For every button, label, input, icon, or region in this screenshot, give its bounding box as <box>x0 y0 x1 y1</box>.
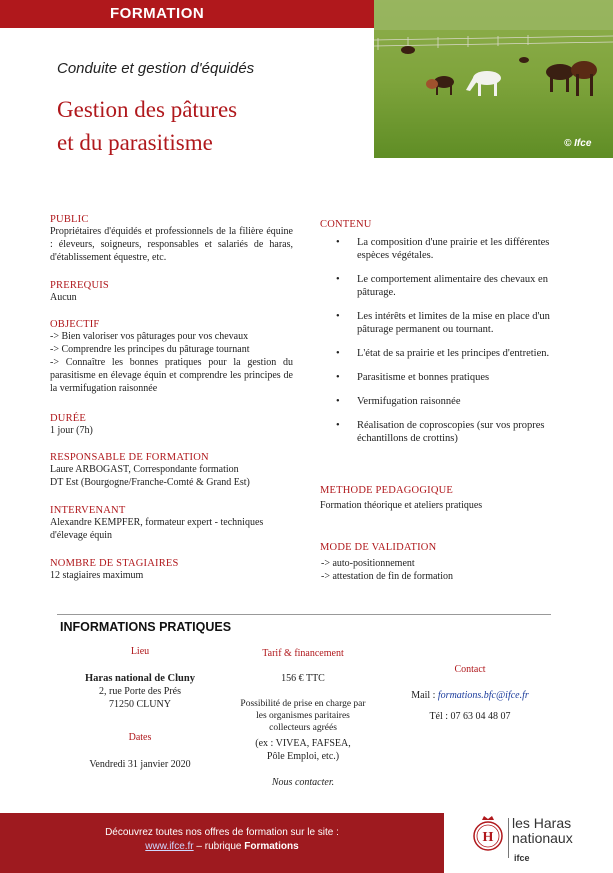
intervenant-heading: INTERVENANT <box>50 505 126 516</box>
banner-label: FORMATION <box>110 5 205 22</box>
tarif-line-5: Pôle Emploi, etc.) <box>266 751 340 762</box>
contenu-item: • L'état de sa prairie et les principes d'entretien. <box>336 348 550 359</box>
tarif-price: 156 € TTC <box>281 673 325 684</box>
duree-text: 1 jour (7h) <box>50 425 93 436</box>
contact-heading: Contact <box>454 664 486 675</box>
validation-line-2: -> attestation de fin de formation <box>321 571 453 582</box>
contenu-item: • La composition d'une prairie et les différentes espèces végétales. <box>336 237 550 261</box>
lieu-block <box>60 645 220 771</box>
section-divider <box>57 614 551 615</box>
ifce-logo-text: ifce <box>514 853 530 863</box>
contenu-item: • Parasitisme et bonnes pratiques <box>336 372 490 383</box>
course-category: Conduite et gestion d'équidés <box>57 60 255 77</box>
prerequis-heading: PREREQUIS <box>50 280 109 291</box>
title-line-1: Gestion des pâtures <box>57 97 238 122</box>
public-heading: PUBLIC <box>50 214 89 225</box>
site-link[interactable]: www.ifce.fr <box>145 841 194 852</box>
tel-label: Tél : <box>429 711 449 722</box>
tarif-line-4: (ex : VIVEA, FAFSEA, <box>255 738 351 749</box>
footer-rubrique-text: – rubrique <box>193 841 245 852</box>
left-column <box>50 214 293 582</box>
contenu-list <box>336 236 561 458</box>
responsable-line-2: DT Est (Bourgogne/Franche-Comté & Grand Est) <box>50 477 250 488</box>
responsable-line-1: Laure ARBOGAST, Correspondante formation <box>50 464 239 475</box>
info-heading: INFORMATIONS PRATIQUES <box>60 620 232 634</box>
logo-letter: H <box>482 830 494 845</box>
horses-photo <box>374 0 613 158</box>
validation-heading: MODE DE VALIDATION <box>320 542 437 553</box>
lieu-address-1: 2, rue Porte des Prés <box>99 686 181 697</box>
methode-heading: METHODE PEDAGOGIQUE <box>320 485 453 496</box>
footer-text: Découvrez toutes nos offres de formation sur le site : <box>105 827 339 838</box>
tarif-line-6: Nous contacter. <box>271 777 335 788</box>
tarif-line-2: les organismes paritaires <box>256 711 350 721</box>
validation-line-1: -> auto-positionnement <box>321 558 415 569</box>
contenu-item: • Le comportement alimentaire des chevaux en pâturage. <box>336 274 548 298</box>
dates-heading: Dates <box>128 732 152 743</box>
tel-value: 07 63 04 48 07 <box>450 711 511 722</box>
contenu-item: • Les intérêts et limites de la mise en place d'un pâturage permanent ou tournant. <box>336 311 550 335</box>
logo-line-1: les Haras <box>512 815 572 831</box>
footer-rubrique-label: Formations <box>244 841 299 852</box>
tel-row <box>380 710 560 723</box>
objectif-line-1: -> Bien valoriser vos pâturages pour vos chevaux <box>50 331 249 342</box>
intervenant-text: Alexandre KEMPFER, formateur expert - techniques d'élevage équin <box>50 517 264 541</box>
logo-divider <box>508 818 509 858</box>
duree-heading: DURÉE <box>50 413 86 424</box>
title-line-2: et du parasitisme <box>57 130 213 155</box>
tarif-heading: Tarif & financement <box>262 648 344 659</box>
lieu-heading: Lieu <box>130 646 150 657</box>
haras-logo-icon <box>470 815 506 860</box>
contenu-item: • Réalisation de coproscopies (sur vos propres échantillons de crottins) <box>336 420 545 444</box>
tarif-line-1: Possibilité de prise en charge par <box>240 699 366 709</box>
photo-credit: © Ifce <box>564 138 592 149</box>
responsable-heading: RESPONSABLE DE FORMATION <box>50 452 209 463</box>
contenu-heading: CONTENU <box>320 219 372 230</box>
haras-logo-text <box>512 816 573 846</box>
objectif-line-2: -> Comprendre les principes du pâturage tournant <box>50 344 250 355</box>
lieu-name: Haras national de Cluny <box>85 673 195 684</box>
mail-label: Mail : <box>411 690 436 701</box>
stagiaires-heading: NOMBRE DE STAGIAIRES <box>50 558 179 569</box>
mail-row <box>380 689 560 702</box>
mail-link[interactable]: formations.bfc@ifce.fr <box>437 690 529 701</box>
lieu-address-2: 71250 CLUNY <box>109 699 171 710</box>
stagiaires-text: 12 stagiaires maximum <box>50 570 144 581</box>
contact-block <box>380 663 560 723</box>
tarif-block <box>218 647 388 789</box>
objectif-heading: OBJECTIF <box>50 319 100 330</box>
public-text: Propriétaires d'équidés et professionnels de la filière équine : éleveurs, soigneurs, responsables et salariés de haras, d'établissement équestre, etc. <box>50 226 293 263</box>
prerequis-text: Aucun <box>50 292 77 303</box>
logo-line-2: nationaux <box>512 830 573 846</box>
tarif-line-3: collecteurs agréés <box>269 723 337 733</box>
footer-link-row <box>0 841 444 852</box>
course-title <box>57 93 357 159</box>
objectif-line-3: -> Connaître les bonnes pratiques pour la gestion du parasitisme en élevage équin et comprendre les principes de la vermifugation raisonnée <box>50 357 293 394</box>
contenu-item: • Vermifugation raisonnée <box>336 396 461 407</box>
methode-text: Formation théorique et ateliers pratiques <box>320 500 483 511</box>
dates-text: Vendredi 31 janvier 2020 <box>89 759 191 770</box>
